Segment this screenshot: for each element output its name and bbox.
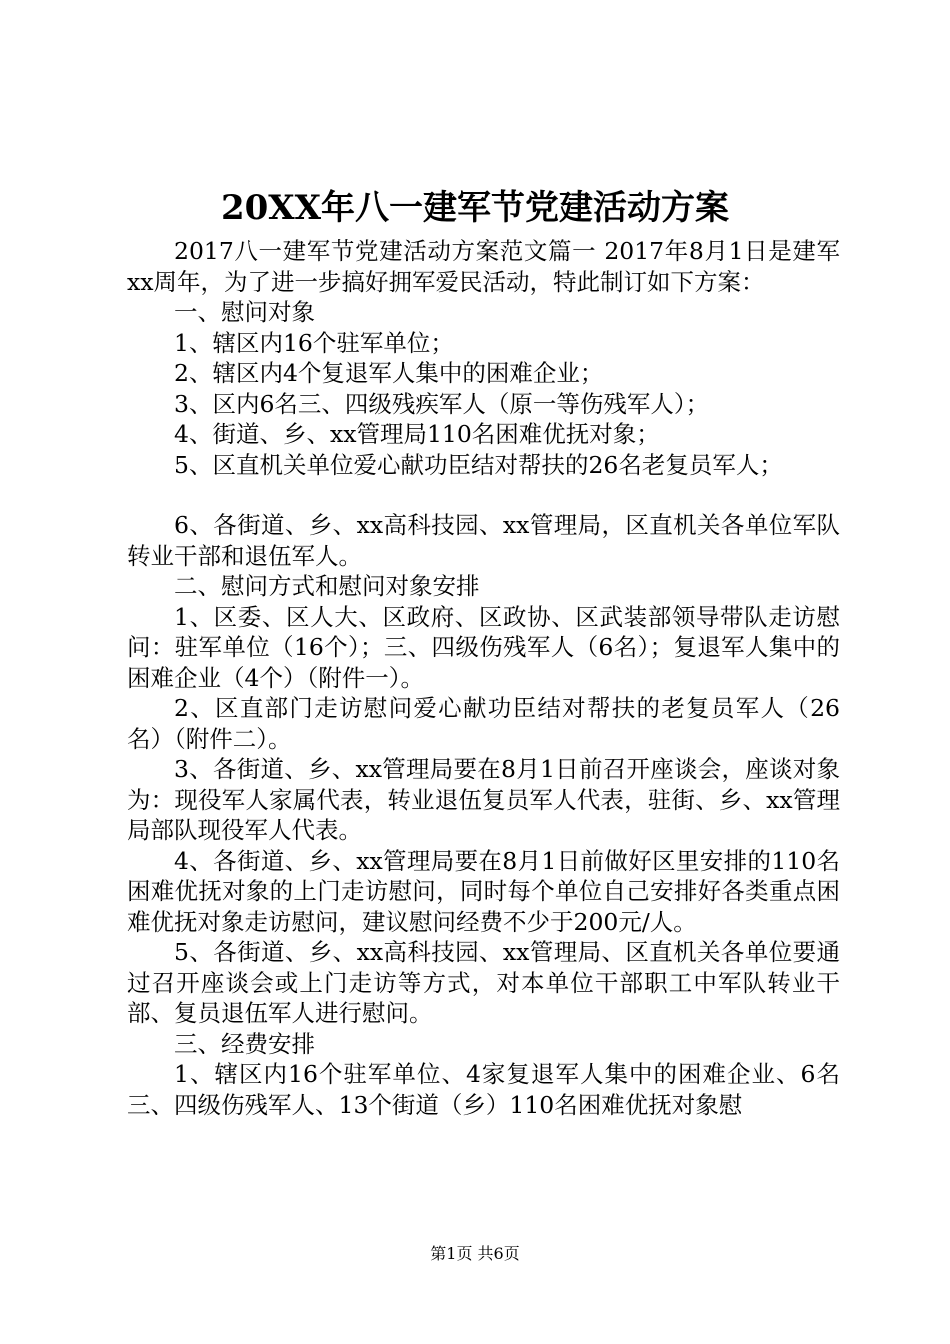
paragraph-intro: 2017八一建军节党建活动方案范文篇一 2017年8月1日是建军xx周年，为了进一步搞好拥军爱民活动，特此制订如下方案： — [127, 237, 840, 296]
document-title: 20XX年八一建军节党建活动方案 — [220, 188, 730, 228]
list-item: 1、辖区内16个驻军单位、4家复退军人集中的困难企业、6名三、四级伤残军人、13个街道（乡）110名困难优抚对象慰 — [127, 1060, 840, 1119]
list-item: 4、各街道、乡、xx管理局要在8月1日前做好区里安排的110名困难优抚对象的上门走访慰问，同时每个单位自己安排好各类重点困难优抚对象走访慰问，建议慰问经费不少于200元/人。 — [127, 846, 840, 936]
list-item: 1、区委、区人大、区政府、区政协、区武装部领导带队走访慰问：驻军单位（16个）；三、四级伤残军人（6名）；复退军人集中的困难企业（4个）（附件一）。 — [127, 602, 840, 692]
page-footer: 第1页 共6页 — [430, 1244, 520, 1263]
list-item: 5、各街道、乡、xx高科技园、xx管理局、区直机关各单位要通过召开座谈会或上门走访等方式，对本单位干部职工中军队转业干部、复员退伍军人进行慰问。 — [127, 938, 840, 1027]
list-item: 5、区直机关单位爱心献功臣结对帮扶的26名老复员军人； — [174, 450, 783, 479]
section-heading-2: 二、慰问方式和慰问对象安排 — [174, 572, 480, 600]
section-heading-3: 三、经费安排 — [174, 1029, 315, 1058]
document-body — [127, 236, 840, 1120]
list-item: 2、辖区内4个复退军人集中的困难企业； — [174, 359, 604, 387]
list-item: 1、辖区内16个驻军单位； — [174, 328, 454, 357]
paragraph-gap — [127, 480, 840, 510]
section-heading-1: 一、慰问对象 — [174, 298, 315, 326]
list-item: 3、区内6名三、四级残疾军人（原一等伤残军人）； — [174, 389, 710, 418]
list-item: 6、各街道、乡、xx高科技园、xx管理局，区直机关各单位军队转业干部和退伍军人。 — [127, 511, 840, 570]
list-item: 3、各街道、乡、xx管理局要在8月1日前召开座谈会，座谈对象为：现役军人家属代表，转业退伍复员军人代表，驻街、乡、xx管理局部队现役军人代表。 — [127, 755, 840, 844]
list-item: 2、区直部门走访慰问爱心献功臣结对帮扶的老复员军人（26名）（附件二）。 — [127, 694, 840, 753]
list-item: 4、街道、乡、xx管理局110名困难优抚对象； — [174, 420, 660, 448]
